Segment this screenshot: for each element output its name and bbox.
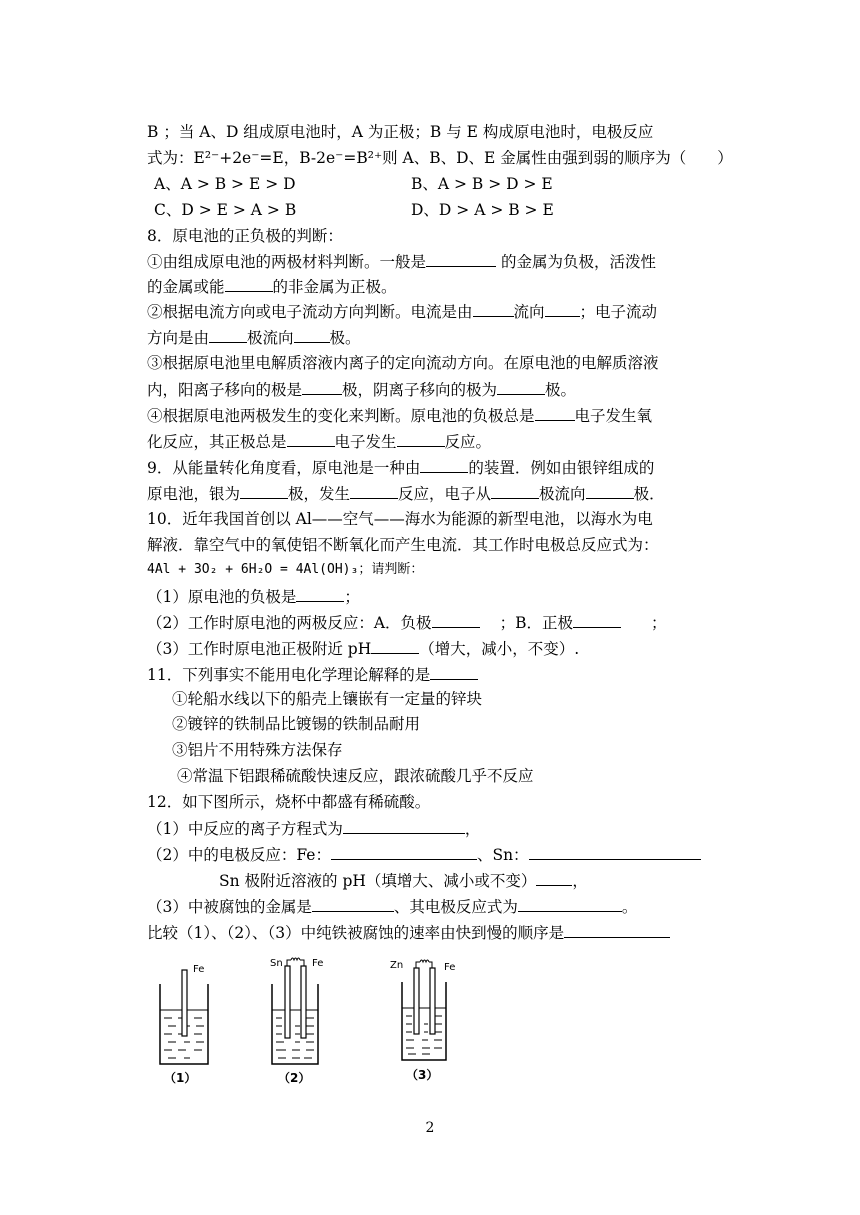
beaker-figure <box>150 952 470 1092</box>
q9-text: 极流向 <box>539 485 586 503</box>
q7-option-a: A、A > B > E > D <box>154 175 296 193</box>
answer-blank <box>426 251 496 267</box>
q10-line-2: 解液．靠空气中的氧使铝不断氧化而产生电流．其工作时电极总反应式为： <box>147 536 659 554</box>
q10-text: （增大，减小，不变）. <box>419 640 580 658</box>
q8-text: 极。 <box>329 329 361 347</box>
q8-item-1-line-1 <box>147 251 656 272</box>
q12-compare <box>147 922 670 943</box>
fe-label: Fe <box>193 964 205 975</box>
q8-text: ④根据原电池两极发生的变化来判断。原电池的负极总是 <box>147 407 535 425</box>
q8-text: ①由组成原电池的两极材料判断。一般是 <box>147 253 427 271</box>
q7-line-1: B ；当 A、D 组成原电池时，A 为正极；B 与 E 构成原电池时，电极反应 <box>147 123 654 141</box>
answer-blank <box>294 327 330 343</box>
beaker-3 <box>390 960 455 1082</box>
q12-text: ， <box>464 820 481 838</box>
q7-line-2: 式为：E²⁻+2e⁻=E，B-2e⁻=B²⁺则 A、B、D、E 金属性由强到弱的顺序为（ ） <box>147 149 733 167</box>
beaker-2 <box>270 958 323 1085</box>
q12-text: 、其电极反应式为 <box>393 898 518 916</box>
answer-blank <box>343 818 465 834</box>
q12-sub-3 <box>147 896 637 917</box>
q12-title: 12．如下图所示，烧杯中都盛有稀硫酸。 <box>147 793 431 811</box>
q8-text: 的金属为负极，活泼性 <box>496 253 656 271</box>
q8-text: 流向 <box>513 303 545 321</box>
answer-blank <box>350 483 398 499</box>
q12-text: 。 <box>621 898 638 916</box>
q10-equation: 4Al + 3O₂ + 6H₂O = 4Al(OH)₃；请判断： <box>147 562 424 577</box>
q8-text: 内，阳离子移向的极是 <box>147 381 303 399</box>
answer-blank <box>473 301 514 317</box>
q8-item-4-line-2 <box>147 431 491 452</box>
q8-item-3-line-1: ③根据原电池里电解质溶液内离子的定向流动方向。在原电池的电解质溶液 <box>147 354 659 372</box>
fe-label: Fe <box>444 962 456 973</box>
caption-3: （3） <box>406 1068 439 1082</box>
q8-text: 极流向 <box>247 329 294 347</box>
q10-text: ；B．正极 <box>499 614 573 632</box>
answer-blank <box>420 457 468 473</box>
answer-blank <box>518 896 622 912</box>
q8-title: 8．原电池的正负极的判断： <box>147 227 343 245</box>
q11-item-2: ②镀锌的铁制品比镀锡的铁制品耐用 <box>172 715 421 733</box>
q12-text: 比较（1）、（2）、（3）中纯铁被腐蚀的速率由快到慢的顺序是 <box>147 924 565 942</box>
q8-text: ；电子流动 <box>579 303 658 321</box>
answer-blank <box>331 844 477 860</box>
answer-blank <box>430 664 478 680</box>
answer-blank <box>545 301 580 317</box>
page-number: 2 <box>425 1120 435 1136</box>
q11-item-4: ④常温下铝跟稀硫酸快速反应，跟浓硫酸几乎不反应 <box>177 767 534 785</box>
q12-sub-2-ph <box>219 870 588 891</box>
q9-text: 极，发生 <box>288 485 351 503</box>
q12-text: （3）中被腐蚀的金属是 <box>147 898 312 916</box>
q12-text: （1）中反应的离子方程式为 <box>147 820 343 838</box>
caption-1: （1） <box>164 1071 197 1085</box>
q11-text: 11．下列事实不能用电化学理论解释的是 <box>147 666 431 684</box>
wire-coil <box>291 958 300 960</box>
q9-text: 反应，电子从 <box>398 485 492 503</box>
answer-blank <box>491 483 539 499</box>
answer-blank <box>564 922 670 938</box>
answer-blank <box>535 405 575 421</box>
fe-electrode <box>301 966 306 1038</box>
answer-blank <box>586 483 634 499</box>
beaker-1 <box>160 964 208 1085</box>
answer-blank <box>497 379 545 395</box>
q12-text: Sn 极附近溶液的 pH（填增大、减小或不变） <box>219 872 537 890</box>
q11-item-3: ③铝片不用特殊方法保存 <box>172 741 343 759</box>
q9-text: 的装置．例如由银锌组成的 <box>468 459 655 477</box>
q8-text: 极。 <box>545 381 577 399</box>
q12-sub-2 <box>147 844 701 865</box>
q8-text: 方向是由 <box>147 329 210 347</box>
q8-text: 化反应，其正极总是 <box>147 433 287 451</box>
q8-item-2-line-2 <box>147 327 361 348</box>
fe-electrode <box>430 968 435 1034</box>
answer-blank <box>240 483 288 499</box>
q12-text: ， <box>572 872 588 890</box>
q8-text: ②根据电流方向或电子流动方向判断。电流是由 <box>147 303 473 321</box>
q10-line-1: 10．近年我国首创以 Al——空气——海水为能源的新型电池，以海水为电 <box>147 510 653 528</box>
caption-2: （2） <box>278 1071 311 1085</box>
sn-electrode <box>285 966 290 1038</box>
q11-item-1: ①轮船水线以下的船壳上镶嵌有一定量的锌块 <box>172 690 483 708</box>
zn-electrode <box>414 968 419 1034</box>
q9-text: 极． <box>633 485 665 503</box>
answer-blank <box>296 586 344 602</box>
q8-item-2-line-1 <box>147 301 657 322</box>
answer-blank <box>432 612 480 628</box>
fe-label: Fe <box>312 958 324 969</box>
q10-sub-1 <box>147 586 360 607</box>
q7-option-c: C、D > E > A > B <box>154 201 297 219</box>
fe-electrode <box>182 970 187 1036</box>
q8-text: 电子发生 <box>334 433 397 451</box>
q8-item-4-line-1 <box>147 405 652 426</box>
q8-text: 的金属或能 <box>147 278 225 296</box>
q11-title <box>147 664 478 685</box>
q10-text: ； <box>650 614 667 632</box>
q9-text: 9．从能量转化角度看，原电池是一种由 <box>147 459 421 477</box>
q9-line-1 <box>147 457 654 478</box>
q8-item-1-line-2 <box>147 276 397 297</box>
answer-blank <box>225 276 273 292</box>
answer-blank <box>312 896 394 912</box>
answer-blank <box>209 327 247 343</box>
answer-blank <box>302 379 342 395</box>
q8-text: 反应。 <box>444 433 492 451</box>
answer-blank <box>573 612 621 628</box>
q10-text: ； <box>344 588 360 606</box>
q12-text: （2）中的电极反应：Fe： <box>147 846 331 864</box>
q10-text: （1）原电池的负极是 <box>147 588 297 606</box>
q10-text: （3）工作时原电池正极附近 pH <box>147 640 372 658</box>
q8-text: 的非金属为正极。 <box>272 278 397 296</box>
q10-text: （2）工作时原电池的两极反应：A．负极 <box>147 614 432 632</box>
answer-blank <box>529 844 701 860</box>
wire-coil <box>420 960 429 962</box>
q9-line-2 <box>147 483 665 504</box>
answer-blank <box>371 638 419 654</box>
q7-option-d: D、D > A > B > E <box>411 201 554 219</box>
q8-text: 电子发生氧 <box>574 407 653 425</box>
q7-option-b: B、A > B > D > E <box>411 175 553 193</box>
q9-text: 原电池，银为 <box>147 485 241 503</box>
q12-sub-1 <box>147 818 480 839</box>
answer-blank <box>536 870 572 886</box>
q10-sub-3 <box>147 638 579 659</box>
q12-text: 、Sn： <box>476 846 529 864</box>
q10-sub-2 <box>147 612 666 633</box>
q8-item-3-line-2 <box>147 379 576 400</box>
answer-blank <box>287 431 335 447</box>
zn-label: Zn <box>390 960 404 971</box>
q8-text: 极，阴离子移向的极为 <box>342 381 498 399</box>
sn-label: Sn <box>270 958 283 969</box>
answer-blank <box>397 431 445 447</box>
